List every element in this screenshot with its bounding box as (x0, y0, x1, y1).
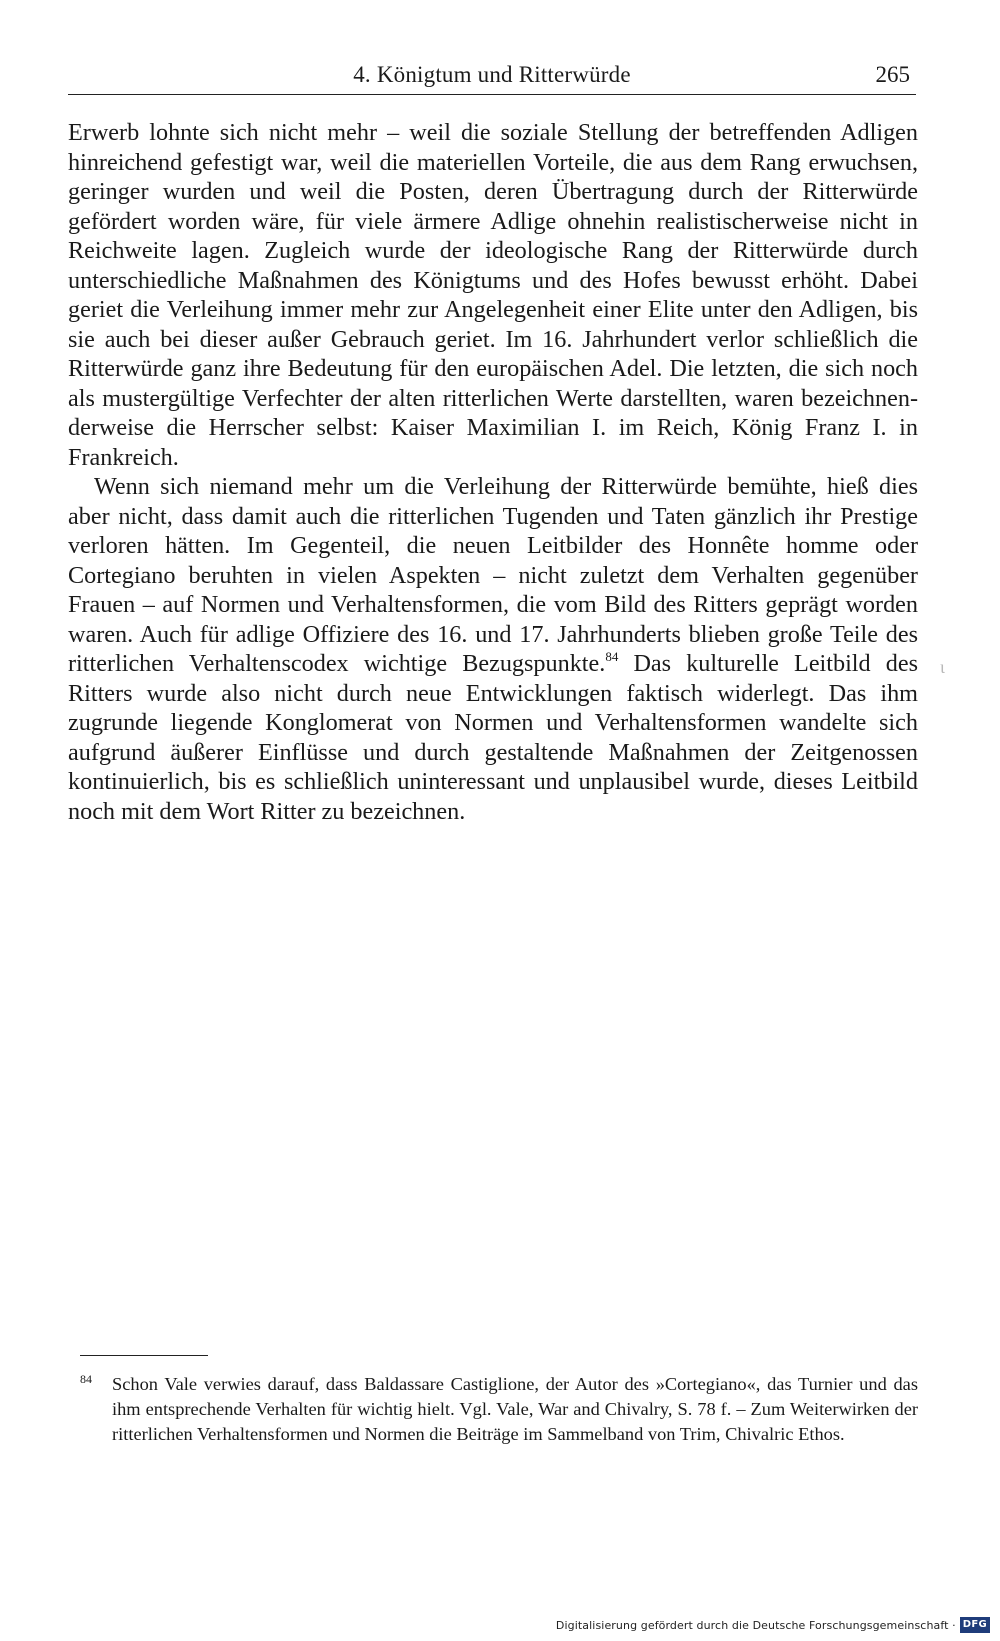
footnote-84 (80, 1372, 918, 1447)
credit-text: Digitalisierung gefördert durch die Deutsche Forschungsgemeinschaft · (555, 1618, 956, 1632)
running-head: 4. Königtum und Ritterwürde (353, 62, 631, 87)
body-text (68, 118, 918, 826)
paragraph-1: Erwerb lohnte sich nicht mehr – weil die soziale Stellung der betreffenden Adligen hinreichend gefestigt war, weil die materiellen Vorteile, die aus dem Rang erwuchsen, geringer wurden und weil die Posten, deren Übertragung durch der Ritterwürde gefördert worden wäre, für viele ärmere Adlige ohnehin realistischerweise nicht in Reichweite lagen. Zugleich wurde der ideologische Rang der Ritterwürde durch unterschiedliche Maßnahmen des Königtums und des Hofes bewusst erhöht. Dabei geriet die Verleihung immer mehr zur Angelegenheit einer Elite unter den Adligen, bis sie auch bei dieser außer Gebrauch geriet. Im 16. Jahrhundert verlor schließlich die Ritterwürde ganz ihre Bedeutung für den europäischen Adel. Die letzten, die sich noch als mustergültige Verfechter der alten ritterlichen Werte darstellten, waren bezeichnenderweise die Herrscher selbst: Kaiser Maximilian I. im Reich, König Franz I. in Frankreich. (68, 119, 918, 471)
digitization-credit (556, 1615, 990, 1635)
paragraph-2-part-1: Wenn sich niemand mehr um die Verleihung der Ritterwürde bemühte, hieß dies aber nicht, dass damit auch die ritterlichen Tugenden und Taten gänzlich ihr Prestige verloren hätten. Im Gegenteil, die neuen Leitbilder des Honnête homme oder Cortegiano beruhten in vielen Aspekten – nicht zuletzt dem Verhalten gegenüber Frauen – auf Normen und Verhaltensformen, die vom Bild des Ritters geprägt worden waren. Auch für adlige Offiziere des 16. und 17. Jahrhunderts blieben große Teile des ritterlichen Verhaltenscodex wichtige Bezugspunkte. (68, 473, 918, 677)
footnote-divider (80, 1355, 208, 1356)
footnote-text: Schon Vale verwies darauf, dass Baldassare Castiglione, der Autor des »Cortegiano«, das Turnier und das ihm entsprechende Verhalten für wichtig hielt. Vgl. Vale, War and Chivalry, S. 78 f. – Zum Weiterwirken der ritterlichen Verhaltensformen und Normen die Beiträge im Sammelband von Trim, Chivalric Ethos. (112, 1374, 918, 1444)
footnote-reference[interactable]: 84 (605, 649, 619, 664)
page-header (68, 58, 916, 95)
paragraph-2 (68, 472, 918, 826)
paragraph-2-part-2: Das kulturelle Leitbild des Ritters wurde also nicht durch neue Entwicklungen faktisch widerlegt. Das ihm zugrunde liegende Konglomerat von Normen und Verhaltensformen wandelte sich aufgrund äußerer Einflüsse und durch gestaltende Maßnahmen der Zeitgenossen kontinuierlich, bis es schließlich uninteressant und unplausibel wurde, dieses Leitbild noch mit dem Wort Ritter zu bezeichnen. (68, 650, 919, 825)
margin-pencil-mark: ɩ (940, 657, 945, 677)
dfg-logo-icon: DFG (960, 1617, 990, 1633)
page-number: 265 (875, 62, 910, 87)
footnote-number: 84 (80, 1372, 92, 1386)
